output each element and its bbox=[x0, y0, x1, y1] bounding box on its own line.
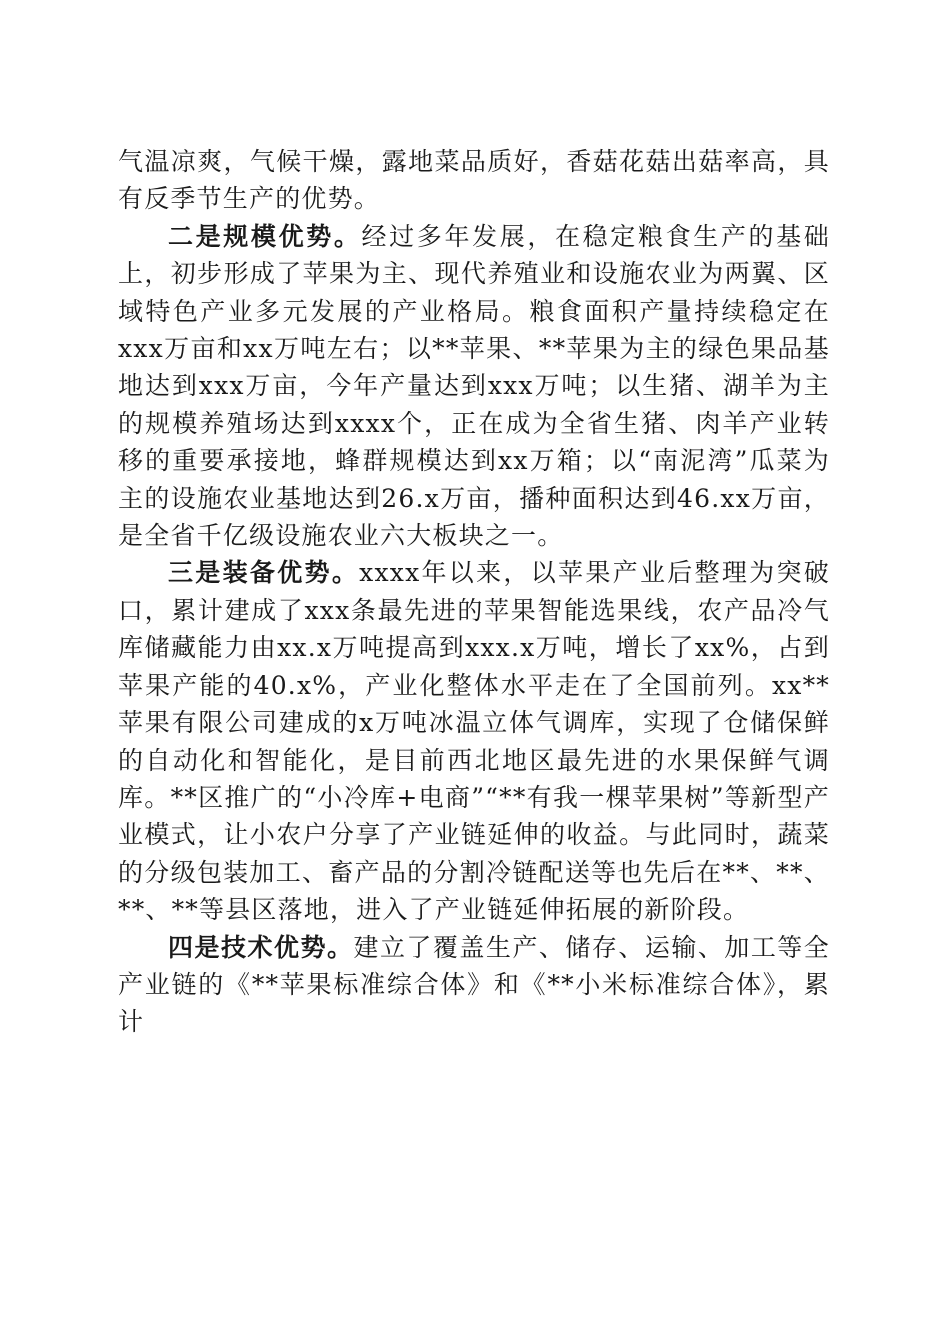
paragraph-heading: 四是技术优势。 bbox=[168, 932, 354, 962]
paragraph-scale-advantage bbox=[118, 218, 830, 555]
paragraph-heading: 二是规模优势。 bbox=[168, 221, 362, 251]
paragraph-equipment-advantage bbox=[118, 554, 830, 928]
paragraph-technology-advantage bbox=[118, 929, 830, 1041]
paragraph-text: xxxx年以来，以苹果产业后整理为突破口，累计建成了xxx条最先进的苹果智能选果线，农产品冷气库储藏能力由xx.x万吨提高到xxx.x万吨，增长了xx%，占到苹果产能的40.x%，产业化整体水平走在了全国前列。xx**苹果有限公司建成的x万吨冰温立体气调库，实现了仓储保鲜的自动化和智能化，是目前西北地区最先进的水果保鲜气调库。**区推广的“小冷库+电商”“**有我一棵苹果树”等新型产业模式，让小农户分享了产业链延伸的收益。与此同时，蔬菜的分级包装加工、畜产品的分割冷链配送等也先后在**、**、**、**等县区落地，进入了产业链延伸拓展的新阶段。 bbox=[118, 558, 830, 925]
paragraph-climate bbox=[118, 143, 830, 218]
paragraph-heading: 三是装备优势。 bbox=[168, 558, 360, 588]
paragraph-text: 建立了覆盖生产、储存、运输、加工等全产业链的《**苹果标准综合体》和《**小米标准综合体》，累计 bbox=[118, 932, 831, 1037]
paragraph-text: 气温凉爽，气候干燥，露地菜品质好，香菇花菇出菇率高，具有反季节生产的优势。 bbox=[118, 147, 830, 214]
document-body bbox=[118, 143, 830, 1041]
paragraph-text: 经过多年发展，在稳定粮食生产的基础上，初步形成了苹果为主、现代养殖业和设施农业为两翼、区域特色产业多元发展的产业格局。粮食面积产量持续稳定在xxx万亩和xx万吨左右；以**苹果、**苹果为主的绿色果品基地达到xxx万亩，今年产量达到xxx万吨；以生猪、湖羊为主的规模养殖场达到xxxx个，正在成为全省生猪、肉羊产业转移的重要承接地，蜂群规模达到xx万箱；以“南泥湾”瓜菜为主的设施农业基地达到26.x万亩，播种面积达到46.xx万亩，是全省千亿级设施农业六大板块之一。 bbox=[118, 221, 831, 551]
